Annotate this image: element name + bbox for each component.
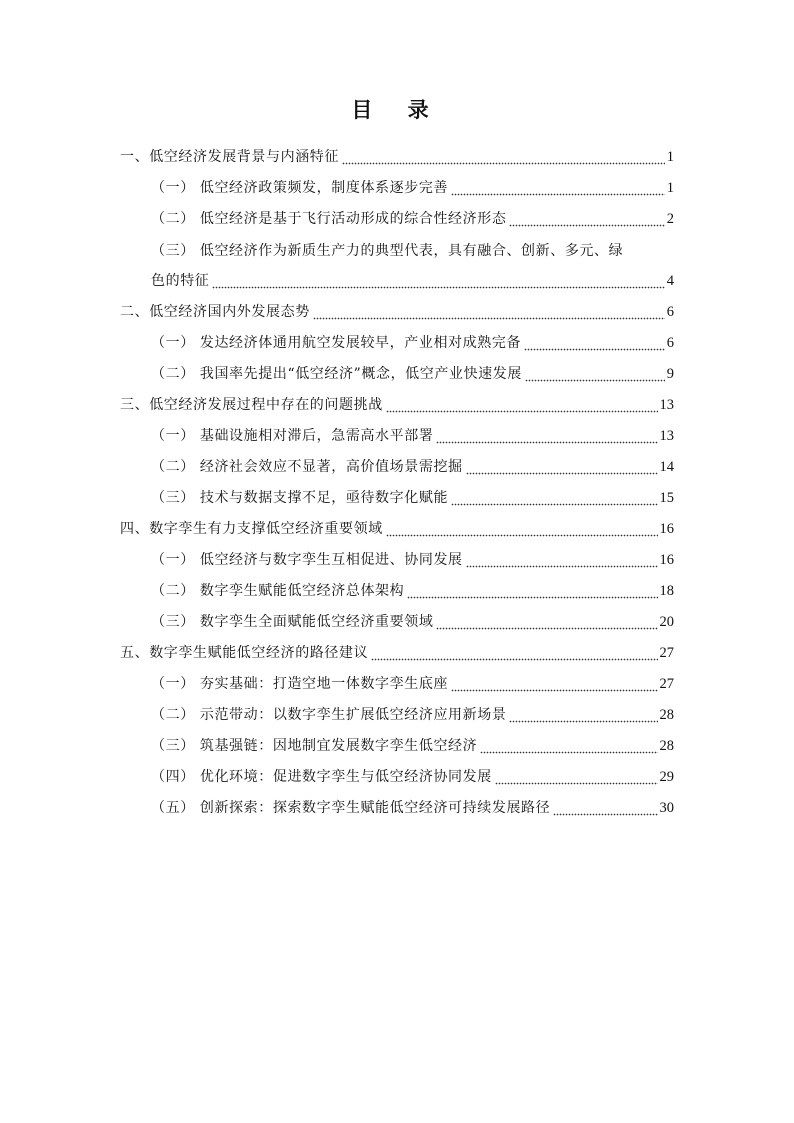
toc-entry-text: （一） 低空经济与数字孪生互相促进、协同发展 (151, 552, 463, 568)
toc-entry[interactable] (120, 541, 674, 572)
toc-leader-dots (525, 364, 665, 384)
toc-leader-dots (386, 519, 658, 539)
toc-leader-dots (495, 767, 658, 787)
toc-entry-text: （三） 筑基强链：因地制宜发展数字孪生低空经济 (151, 738, 478, 754)
toc-page-number: 14 (659, 459, 674, 475)
toc-leader-dots (466, 457, 658, 477)
toc-leader-dots (342, 147, 665, 167)
toc-entry[interactable] (120, 417, 674, 448)
toc-entry[interactable] (120, 262, 674, 293)
toc-entry-text: （二） 数字孪生赋能低空经济总体架构 (151, 583, 405, 599)
table-of-contents (120, 138, 674, 820)
toc-leader-dots (313, 302, 665, 322)
toc-leader-dots (524, 333, 665, 353)
toc-leader-dots (509, 705, 657, 725)
toc-page-number: 6 (666, 304, 674, 320)
toc-entry[interactable] (120, 634, 674, 665)
toc-leader-dots (451, 488, 657, 508)
toc-entry[interactable] (120, 169, 674, 200)
toc-page-number: 18 (659, 583, 674, 599)
toc-entry-text: （一） 发达经济体通用航空发展较早，产业相对成熟完备 (151, 335, 522, 351)
toc-page-number: 13 (659, 397, 674, 413)
toc-entry-text: 三、低空经济发展过程中存在的问题挑战 (120, 397, 383, 413)
toc-entry-text: （二） 我国率先提出“低空经济”概念，低空产业快速发展 (151, 366, 522, 382)
toc-leader-dots (466, 550, 658, 570)
toc-leader-dots (407, 581, 657, 601)
toc-page-number: 20 (659, 614, 674, 630)
toc-entry[interactable] (120, 665, 674, 696)
toc-page-number: 28 (659, 707, 674, 723)
toc-entry-text: （二） 示范带动：以数字孪生扩展低空经济应用新场景 (151, 707, 507, 723)
toc-entry-text: 色的特征 (151, 273, 210, 289)
toc-entry[interactable] (120, 479, 674, 510)
toc-page-number: 27 (659, 676, 674, 692)
toc-entry-text: （二） 低空经济是基于飞行活动形成的综合性经济形态 (151, 211, 507, 227)
toc-entry-wrapped-line[interactable] (120, 231, 674, 262)
toc-entry[interactable] (120, 696, 674, 727)
toc-leader-dots (436, 426, 657, 446)
toc-entry-text: （一） 基础设施相对滞后，急需高水平部署 (151, 428, 434, 444)
toc-leader-dots (553, 798, 657, 818)
toc-page-number: 9 (666, 366, 674, 382)
toc-entry[interactable] (120, 572, 674, 603)
toc-leader-dots (436, 612, 657, 632)
toc-page-number: 4 (666, 273, 674, 289)
toc-entry[interactable] (120, 603, 674, 634)
page-title: 目 录 (351, 98, 443, 122)
toc-page-number: 1 (666, 149, 674, 165)
toc-leader-dots (386, 395, 658, 415)
toc-leader-dots (371, 643, 657, 663)
toc-entry[interactable] (120, 293, 674, 324)
toc-entry-text: （三） 技术与数据支撑不足，亟待数字化赋能 (151, 490, 449, 506)
toc-page-number: 29 (659, 769, 674, 785)
toc-entry-text: 二、低空经济国内外发展态势 (120, 304, 310, 320)
toc-entry[interactable] (120, 727, 674, 758)
toc-page-number: 16 (659, 552, 674, 568)
toc-entry[interactable] (120, 510, 674, 541)
toc-entry-text: （三） 数字孪生全面赋能低空经济重要领域 (151, 614, 434, 630)
toc-entry[interactable] (120, 448, 674, 479)
toc-entry[interactable] (120, 355, 674, 386)
toc-page-number: 27 (659, 645, 674, 661)
toc-entry-text: 五、数字孪生赋能低空经济的路径建议 (120, 645, 369, 661)
toc-entry[interactable] (120, 789, 674, 820)
toc-page-number: 1 (666, 180, 674, 196)
toc-entry[interactable] (120, 138, 674, 169)
toc-page-number: 30 (659, 800, 674, 816)
toc-page-number: 13 (659, 428, 674, 444)
toc-entry-text: 四、数字孪生有力支撑低空经济重要领域 (120, 521, 383, 537)
toc-page-number: 16 (659, 521, 674, 537)
toc-entry[interactable] (120, 200, 674, 231)
toc-entry-text: （一） 低空经济政策频发，制度体系逐步完善 (151, 180, 449, 196)
toc-page-number: 28 (659, 738, 674, 754)
toc-entry-text: （一） 夯实基础：打造空地一体数字孪生底座 (151, 676, 449, 692)
toc-entry-text: （四） 优化环境：促进数字孪生与低空经济协同发展 (151, 769, 492, 785)
toc-entry-text: 一、低空经济发展背景与内涵特征 (120, 149, 339, 165)
toc-leader-dots (212, 271, 664, 291)
toc-page-number: 6 (666, 335, 674, 351)
toc-entry[interactable] (120, 758, 674, 789)
toc-entry-text: （二） 经济社会效应不显著，高价值场景需挖掘 (151, 459, 463, 475)
toc-leader-dots (451, 178, 665, 198)
toc-entry-text: （五） 创新探索：探索数字孪生赋能低空经济可持续发展路径 (151, 800, 551, 816)
toc-page-number: 2 (666, 211, 674, 227)
toc-page-number: 15 (659, 490, 674, 506)
toc-entry[interactable] (120, 324, 674, 355)
toc-entry-text: （三） 低空经济作为新质生产力的典型代表，具有融合、创新、多元、绿 (151, 243, 624, 259)
toc-leader-dots (480, 736, 657, 756)
toc-leader-dots (451, 674, 657, 694)
toc-entry[interactable] (120, 386, 674, 417)
toc-leader-dots (509, 209, 664, 229)
